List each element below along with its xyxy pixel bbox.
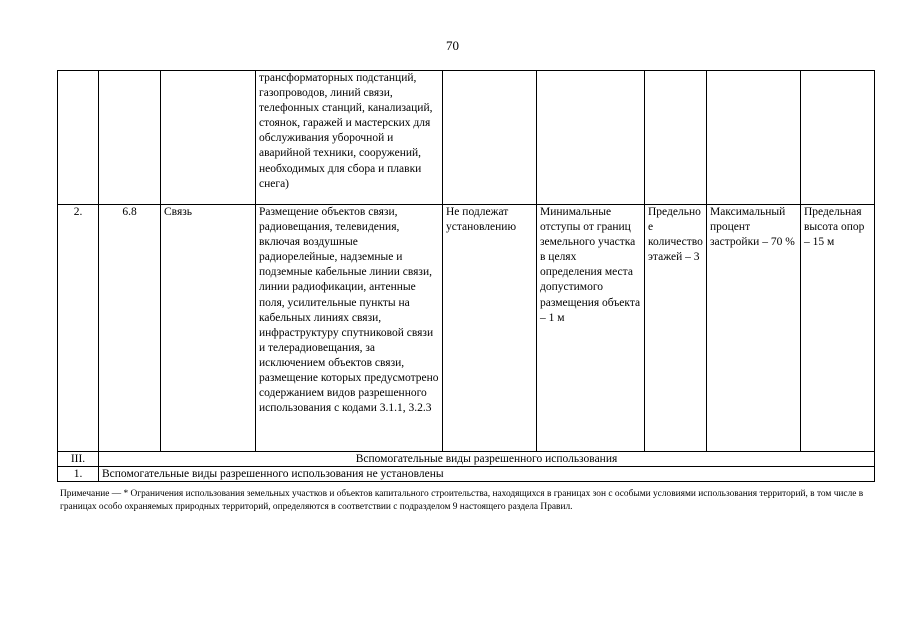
cell-number: 2. xyxy=(58,205,99,452)
table-row-section-header xyxy=(58,452,875,467)
cell-coverage: Максимальный процент застройки – 70 % xyxy=(707,205,801,452)
table-row-communications xyxy=(58,205,875,452)
cell-description: трансформаторных подстанций, газопроводов, линий связи, телефонных станций, канализаций, стоянок, гаражей и мастерских для обслуживания уборочной и аварийной техники, сооружений, необходимых для сбора и плавки снега) xyxy=(256,71,443,205)
cell-section-title: Вспомогательные виды разрешенного использования xyxy=(99,452,875,467)
table-row-auxiliary xyxy=(58,467,875,482)
cell-section-number: III. xyxy=(58,452,99,467)
cell-setbacks xyxy=(537,71,645,205)
cell-name: Связь xyxy=(161,205,256,452)
cell-height: Предельная высота опор – 15 м xyxy=(801,205,875,452)
cell-min-area: Не подлежат установлению xyxy=(443,205,537,452)
cell-coverage xyxy=(707,71,801,205)
cell-name xyxy=(161,71,256,205)
cell-code xyxy=(99,71,161,205)
cell-floors xyxy=(645,71,707,205)
cell-number xyxy=(58,71,99,205)
table-row-continuation xyxy=(58,71,875,205)
footnote: Примечание — * Ограничения использования земельных участков и объектов капитального строительства, находящихся в границах зон с особыми условиями использования территорий, в том числе в границах особо охраняемых природных территорий, определяются в соответствии с подразделом 9 настоящего раздела Правил. xyxy=(60,489,864,512)
cell-setbacks: Минимальные отступы от границ земельного участка в целях определения места допустимого размещения объекта – 1 м xyxy=(537,205,645,452)
cell-floors: Предельное количество этажей – 3 xyxy=(645,205,707,452)
page-number: 70 xyxy=(446,38,459,53)
cell-auxiliary-text: Вспомогательные виды разрешенного использования не установлены xyxy=(99,467,875,482)
cell-height xyxy=(801,71,875,205)
cell-description: Размещение объектов связи, радиовещания, телевидения, включая воздушные радиорелейные, надземные и подземные кабельные линии связи, линии радиофикации, антенные поля, усилительные пункты на кабельных линиях связи, инфраструктуру спутниковой связи и телерадиовещания, за исключением объектов связи, размещение которых предусмотрено содержанием видов разрешенного использования с кодами 3.1.1, 3.2.3 xyxy=(256,205,443,452)
cell-code: 6.8 xyxy=(99,205,161,452)
cell-number: 1. xyxy=(58,467,99,482)
cell-min-area xyxy=(443,71,537,205)
land-use-table xyxy=(57,70,875,482)
